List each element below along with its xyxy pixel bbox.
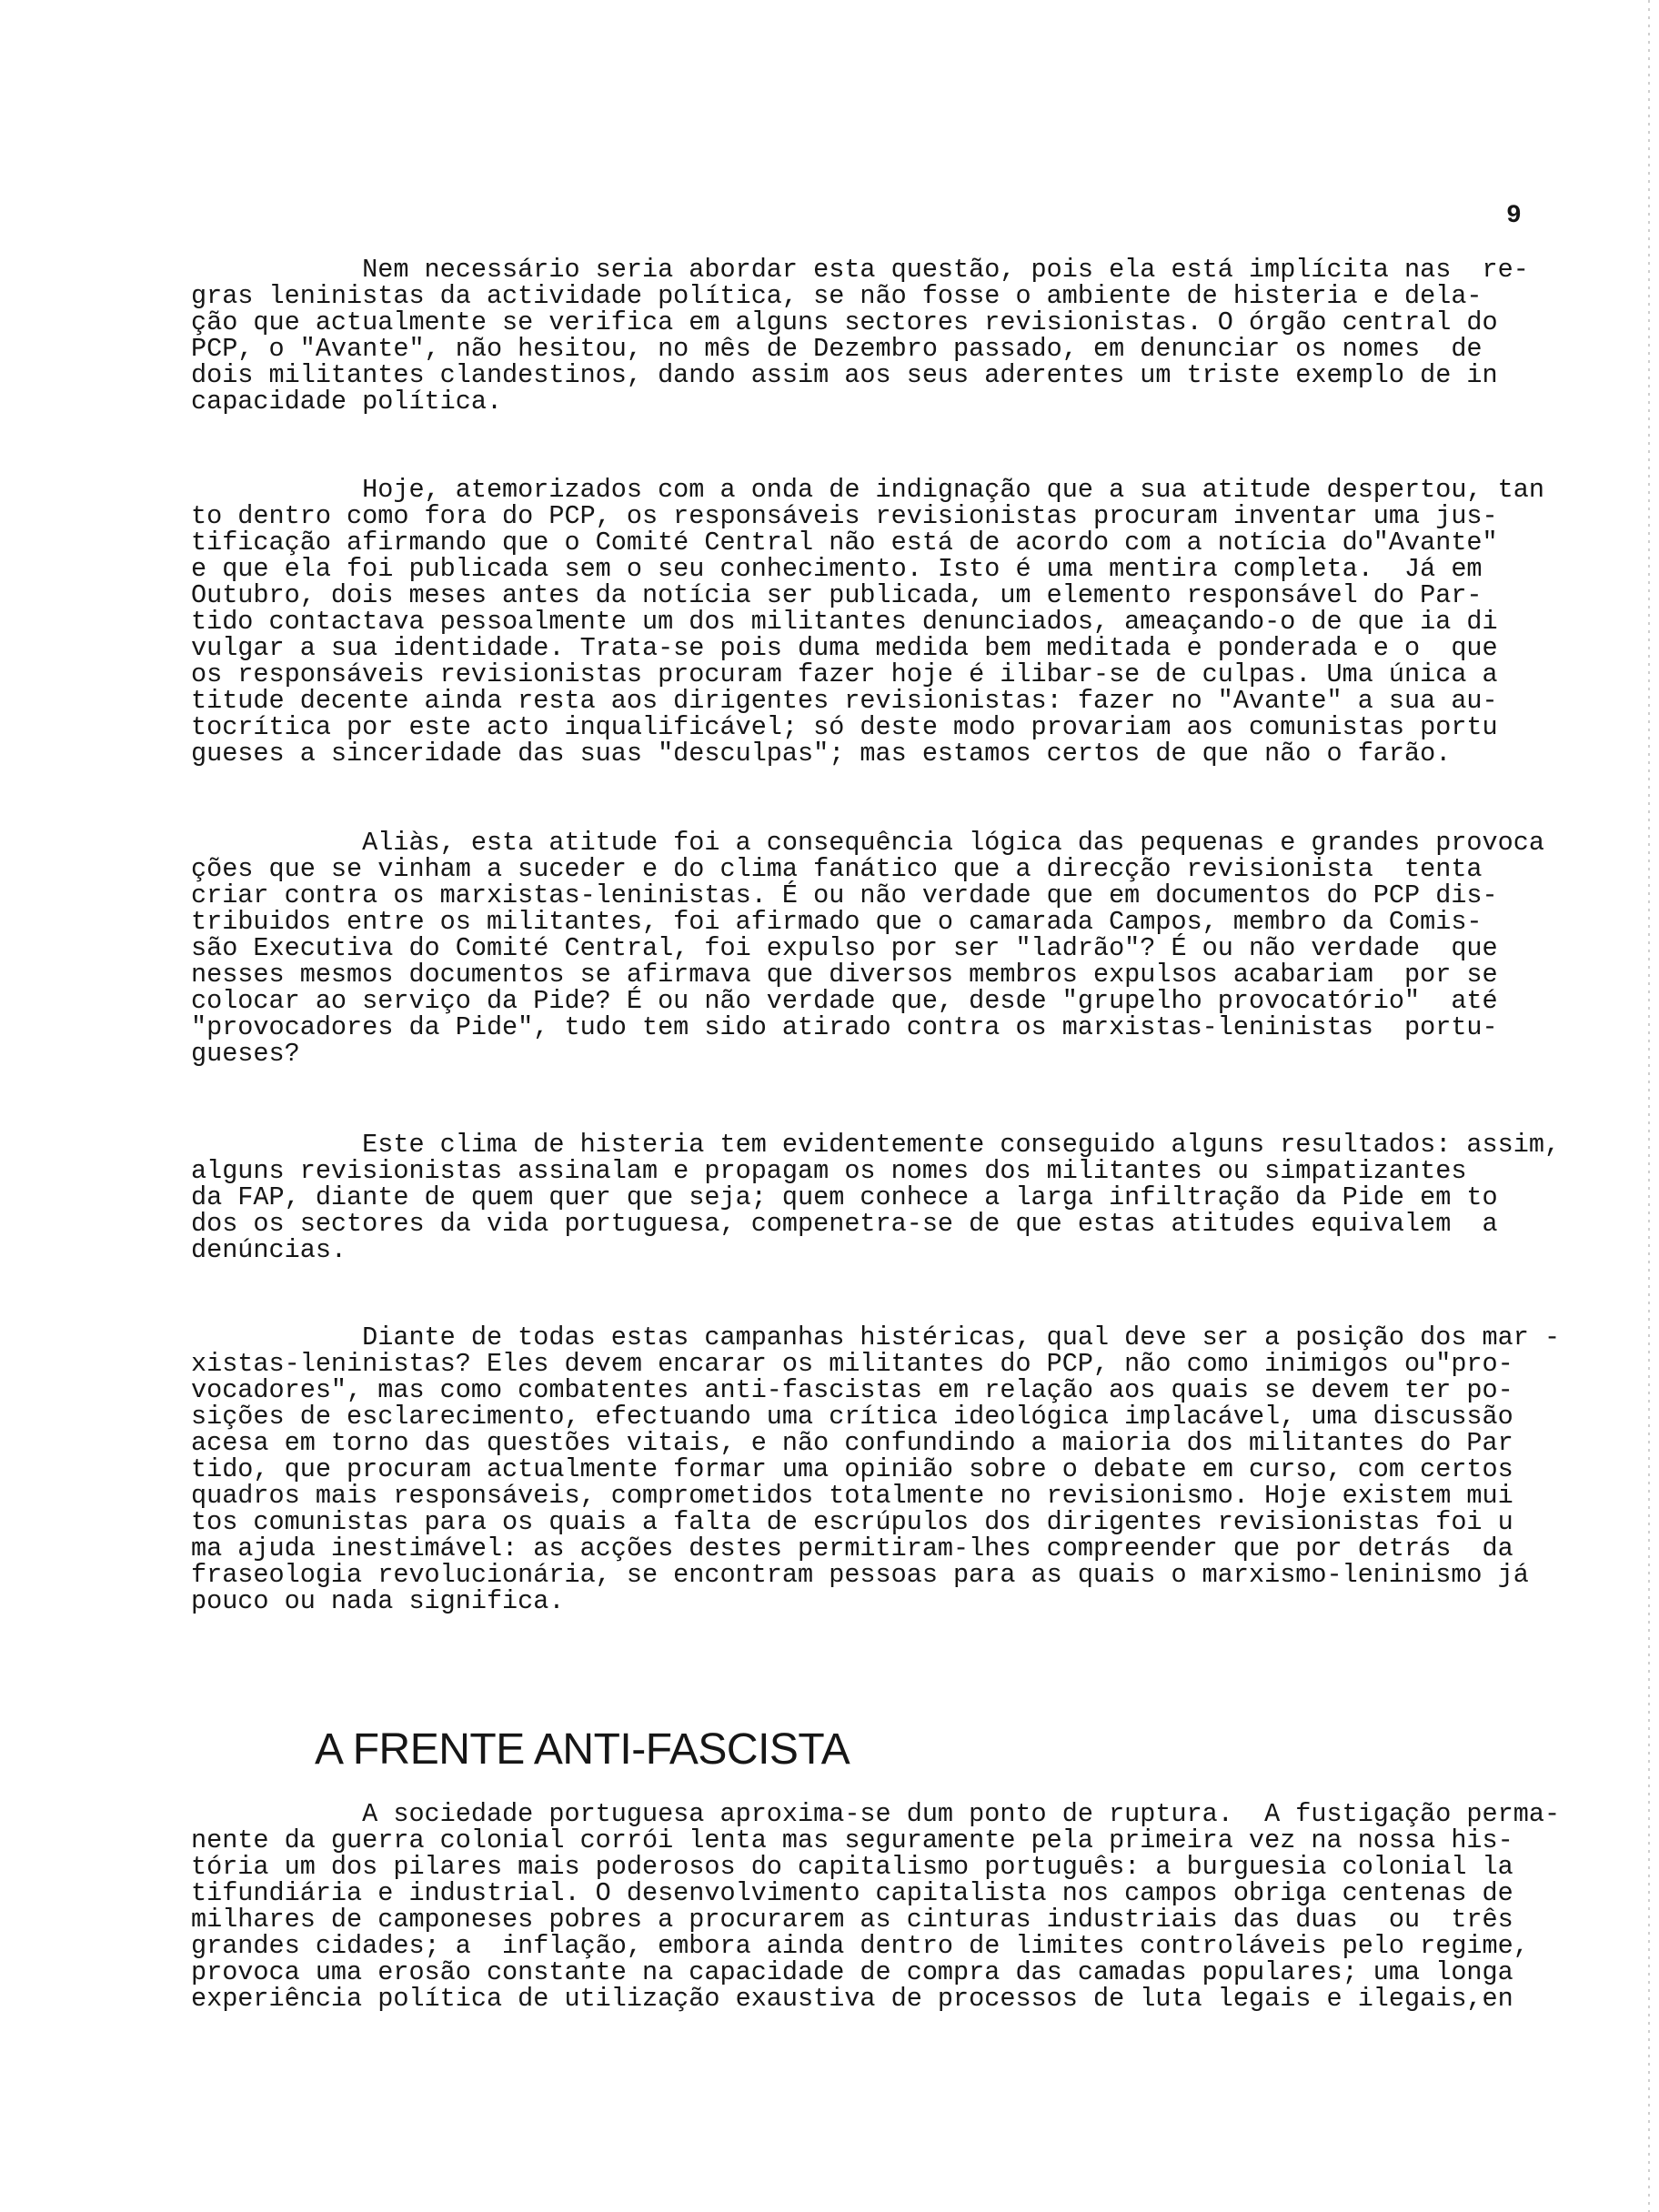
text-line: Este clima de histeria tem evidentemente conseguido alguns resultados: assim,: [191, 1130, 1561, 1160]
scan-edge: [1648, 0, 1650, 2212]
text-line: Diante de todas estas campanhas histéricas, qual deve ser a posição dos mar -: [191, 1322, 1561, 1352]
text-line: denúncias.: [191, 1235, 347, 1265]
text-line: tória um dos pilares mais poderosos do capitalismo português: a burguesia colonial la: [191, 1852, 1513, 1882]
paragraph-6: [191, 1799, 1561, 2014]
text-line: tido contactava pessoalmente um dos militantes denunciados, ameaçando-o de que ia di: [191, 607, 1498, 637]
text-line: sições de esclarecimento, efectuando uma crítica ideológica implacável, uma discussão: [191, 1402, 1513, 1432]
paragraph-5: [191, 1322, 1561, 1616]
text-line: dois militantes clandestinos, dando assim aos seus aderentes um triste exemplo de in: [191, 360, 1498, 390]
paragraph-3: [191, 828, 1544, 1069]
text-line: nesses mesmos documentos se afirmava que diversos membros expulsos acabariam por se: [191, 960, 1498, 990]
page-number: 9: [1506, 202, 1522, 230]
text-line: e que ela foi publicada sem o seu conhecimento. Isto é uma mentira completa. Já em: [191, 554, 1483, 584]
text-line: nente da guerra colonial corrói lenta mas seguramente pela primeira vez na nossa his-: [191, 1825, 1513, 1855]
text-line: criar contra os marxistas-leninistas. É ou não verdade que em documentos do PCP dis-: [191, 880, 1498, 910]
text-line: vocadores", mas como combatentes anti-fascistas em relação aos quais se devem ter po-: [191, 1375, 1513, 1405]
text-line: ma ajuda inestimável: as acções destes permitiram-lhes compreender que por detrás da: [191, 1533, 1513, 1563]
text-line: tos comunistas para os quais a falta de escrúpulos dos dirigentes revisionistas foi u: [191, 1507, 1513, 1537]
text-line: capacidade política.: [191, 387, 503, 417]
text-line: fraseologia revolucionária, se encontram pessoas para as quais o marxismo-leninismo já: [191, 1560, 1529, 1590]
text-line: gueses?: [191, 1039, 300, 1069]
section-heading: A FRENTE ANTI-FASCISTA: [315, 1725, 850, 1774]
text-line: são Executiva do Comité Central, foi expulso por ser "ladrão"? É ou não verdade que: [191, 933, 1498, 963]
text-line: tificação afirmando que o Comité Central não está de acordo com a notícia do"Avante": [191, 528, 1498, 558]
text-line: gras leninistas da actividade política, se não fosse o ambiente de histeria e dela-: [191, 281, 1483, 311]
text-line: gueses a sinceridade das suas "desculpas"; mas estamos certos de que não o farão.: [191, 739, 1452, 769]
text-line: tocrítica por este acto inqualificável; só deste modo provariam aos comunistas portu: [191, 712, 1498, 742]
text-line: pouco ou nada significa.: [191, 1586, 565, 1616]
paragraph-4: [191, 1130, 1561, 1265]
text-line: ções que se vinham a suceder e do clima fanático que a direcção revisionista tenta: [191, 854, 1483, 884]
text-line: Hoje, atemorizados com a onda de indignação que a sua atitude despertou, tan: [191, 475, 1544, 505]
text-line: experiência política de utilização exaustiva de processos de luta legais e ilegais,en: [191, 1984, 1513, 2014]
text-line: da FAP, diante de quem quer que seja; quem conhece a larga infiltração da Pide em to: [191, 1182, 1498, 1212]
text-line: tifundiária e industrial. O desenvolvimento capitalista nos campos obriga centenas de: [191, 1878, 1513, 1908]
text-line: tido, que procuram actualmente formar uma opinião sobre o debate em curso, com certos: [191, 1454, 1513, 1484]
text-line: quadros mais responsáveis, comprometidos totalmente no revisionismo. Hoje existem mui: [191, 1481, 1513, 1511]
text-line: tribuidos entre os militantes, foi afirmado que o camarada Campos, membro da Comis-: [191, 907, 1483, 937]
text-line: Nem necessário seria abordar esta questão, pois ela está implícita nas re-: [191, 255, 1529, 285]
text-line: provoca uma erosão constante na capacidade de compra das camadas populares; uma longa: [191, 1957, 1513, 1987]
text-line: ção que actualmente se verifica em alguns sectores revisionistas. O órgão central do: [191, 307, 1498, 337]
paragraph-1: [191, 256, 1535, 415]
text-line: "provocadores da Pide", tudo tem sido atirado contra os marxistas-leninistas portu-: [191, 1012, 1498, 1042]
text-line: Outubro, dois meses antes da notícia ser publicada, um elemento responsável do Par-: [191, 580, 1483, 610]
text-line: grandes cidades; a inflação, embora ainda dentro de limites controláveis pelo regime,: [191, 1931, 1529, 1961]
text-line: xistas-leninistas? Eles devem encarar os militantes do PCP, não como inimigos ou"pro-: [191, 1349, 1513, 1379]
text-line: acesa em torno das questões vitais, e não confundindo a maioria dos militantes do Par: [191, 1428, 1513, 1458]
text-line: PCP, o "Avante", não hesitou, no mês de Dezembro passado, em denunciar os nomes de: [191, 334, 1483, 364]
text-line: os responsáveis revisionistas procuram fazer hoje é ilibar-se de culpas. Uma única a: [191, 659, 1498, 689]
text-line: colocar ao serviço da Pide? É ou não verdade que, desde "grupelho provocatório" até: [191, 986, 1498, 1016]
text-line: alguns revisionistas assinalam e propagam os nomes dos militantes ou simpatizantes: [191, 1156, 1467, 1186]
text-line: A sociedade portuguesa aproxima-se dum ponto de ruptura. A fustigação perma-: [191, 1799, 1561, 1829]
text-line: milhares de camponeses pobres a procurarem as cinturas industriais das duas ou três: [191, 1905, 1513, 1935]
text-line: Aliàs, esta atitude foi a consequência lógica das pequenas e grandes provoca: [191, 828, 1544, 858]
text-line: dos os sectores da vida portuguesa, compenetra-se de que estas atitudes equivalem a: [191, 1209, 1498, 1239]
text-line: vulgar a sua identidade. Trata-se pois duma medida bem meditada e ponderada e o que: [191, 633, 1498, 663]
text-line: titude decente ainda resta aos dirigentes revisionistas: fazer no "Avante" a sua au-: [191, 686, 1498, 716]
text-line: to dentro como fora do PCP, os responsáveis revisionistas procuram inventar uma jus-: [191, 501, 1498, 531]
paragraph-2: [191, 475, 1544, 769]
